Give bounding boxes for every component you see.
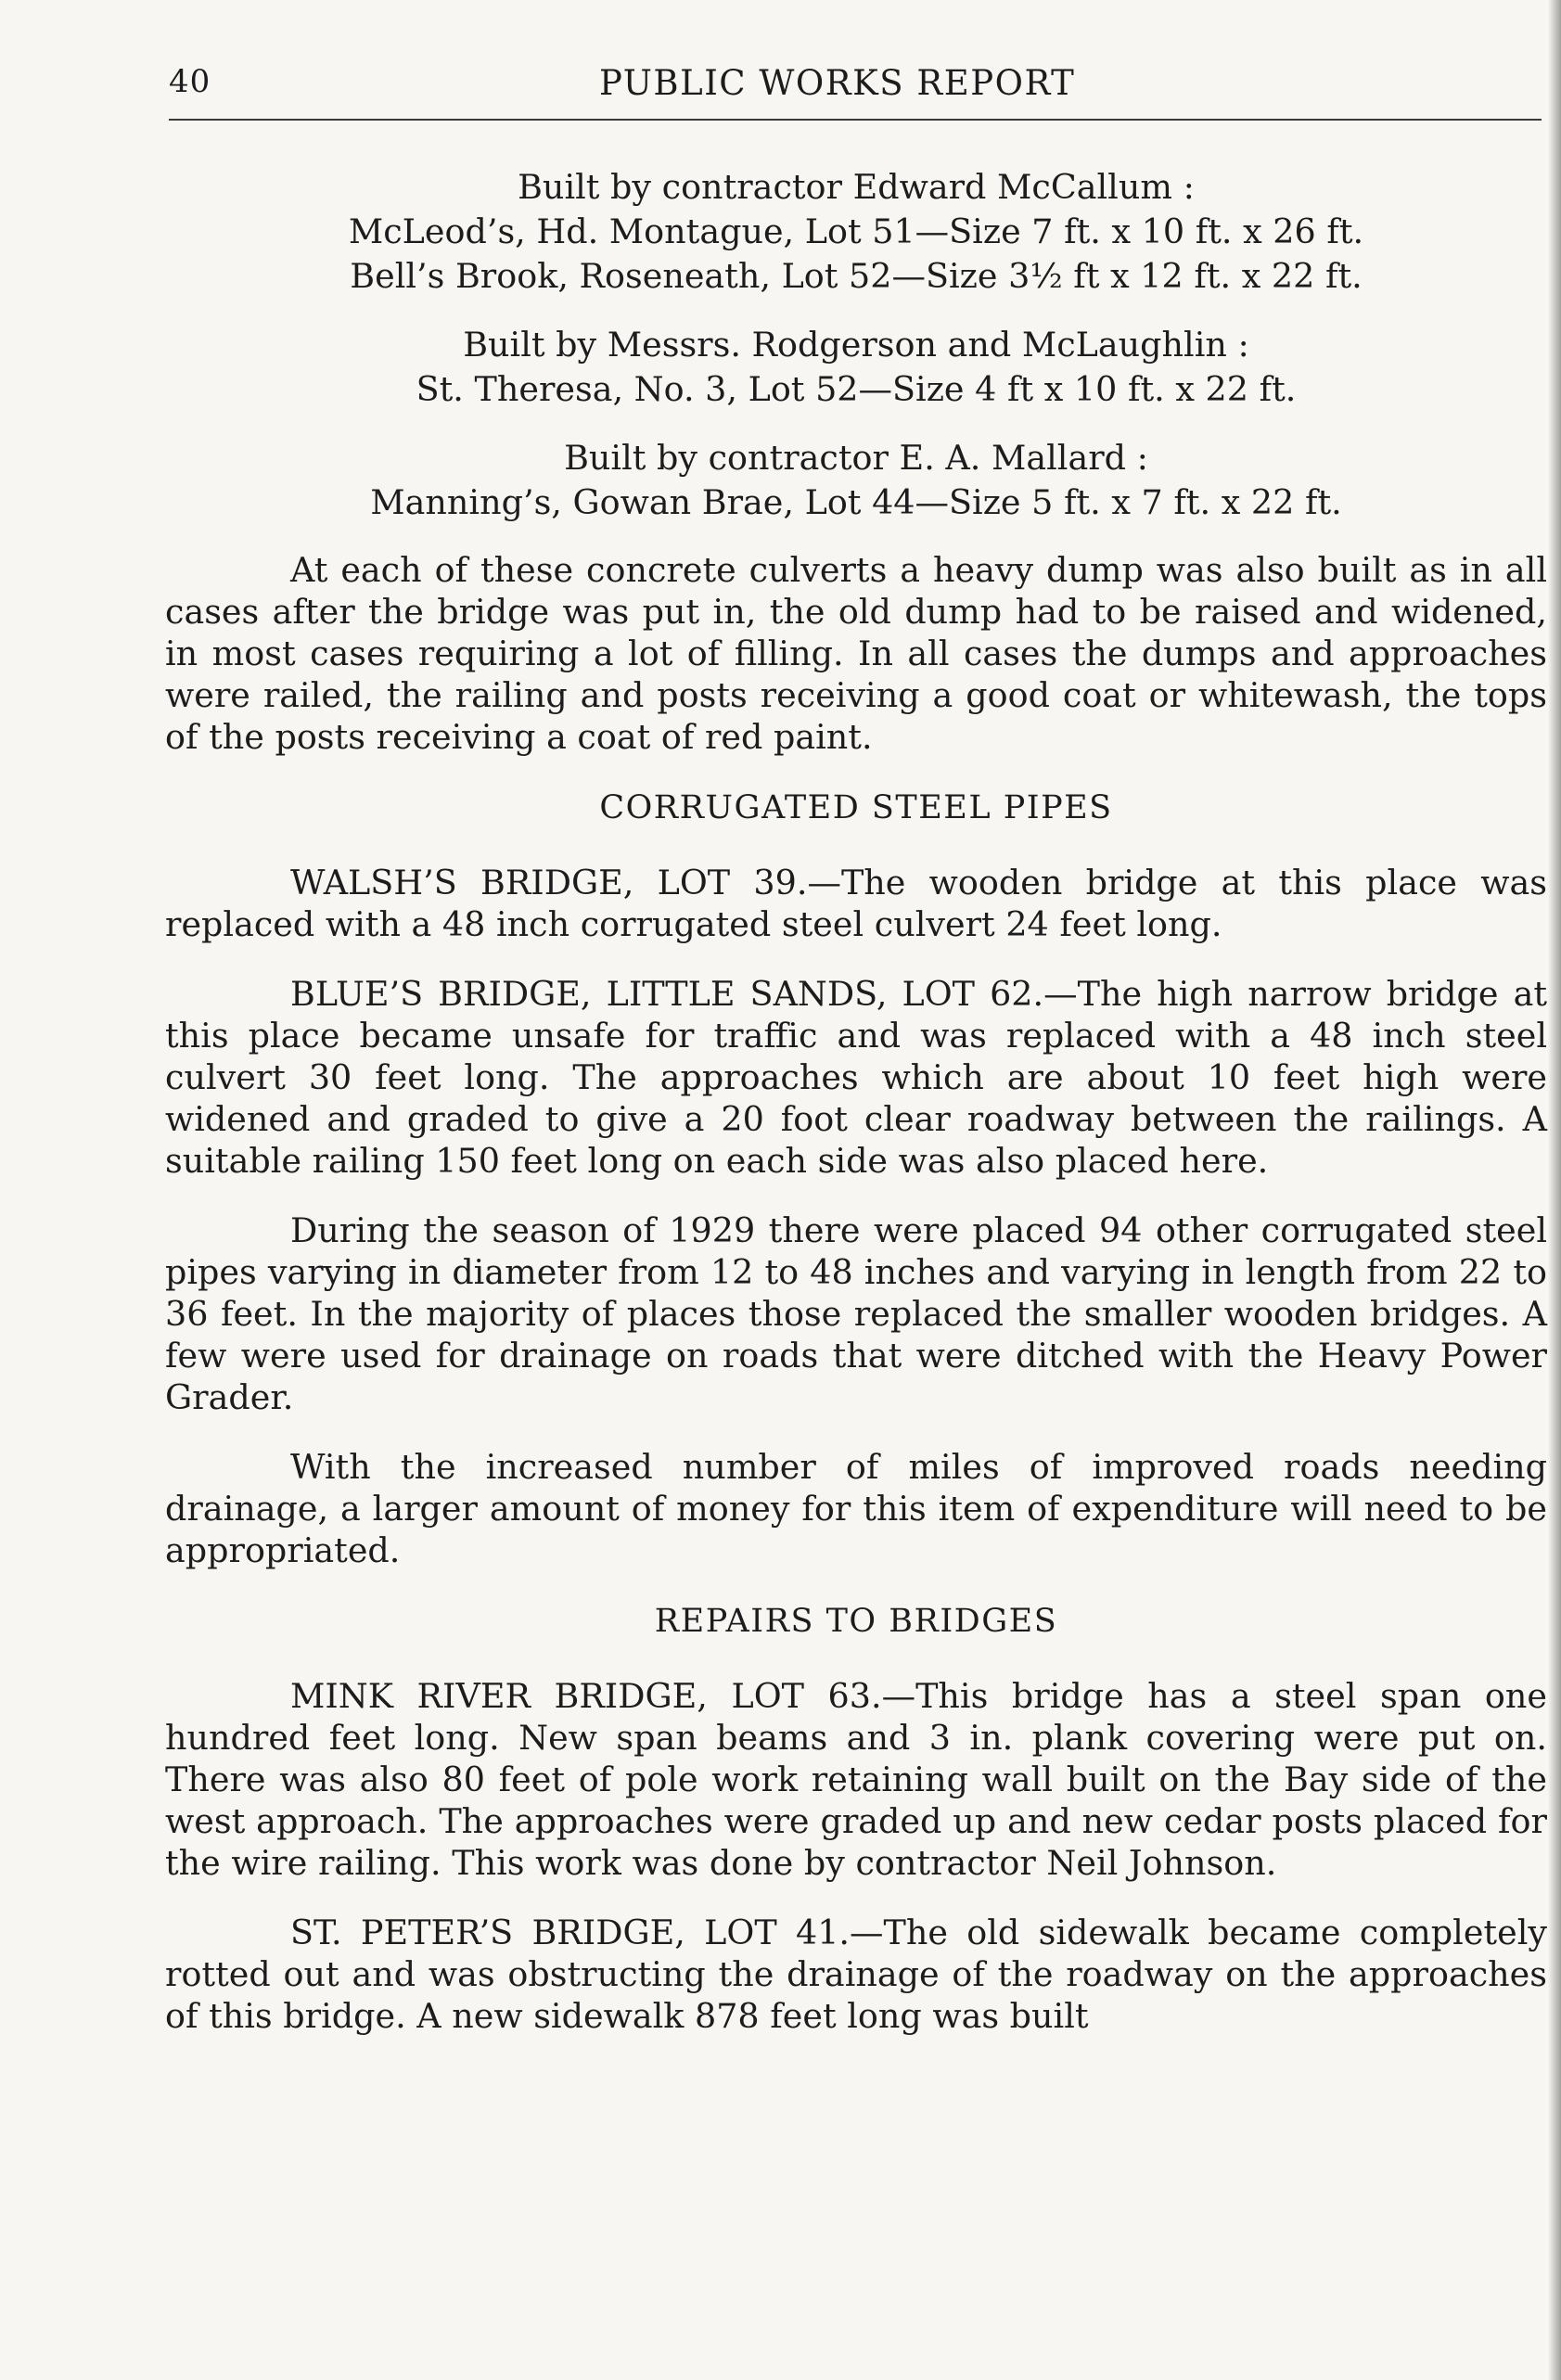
- header-rule: [169, 119, 1542, 121]
- culvert-item: Bell’s Brook, Roseneath, Lot 52—Size 3½ ft x 12 ft. x 22 ft.: [350, 256, 1363, 296]
- section-heading-repairs-to-bridges: REPAIRS TO BRIDGES: [654, 1603, 1058, 1640]
- paragraph-blues-bridge: BLUE’S BRIDGE, LITTLE SANDS, LOT 62.—The high narrow bridge at this place became unsafe for traffic and was replaced with a 48 inch steel culvert 30 feet long. The approaches which are about 10 feet high were widened and graded to give a 20 foot clear roadway between the railings. A suitable railing 150 feet long on each side was also placed here.: [165, 974, 1547, 1181]
- paragraph-mink-river-bridge: MINK RIVER BRIDGE, LOT 63.—This bridge has a steel span one hundred feet long. New span beams and 3 in. plank covering were put on. There was also 80 feet of pole work retaining wall built on the Bay side of the west approach. The approaches were graded up and new cedar posts placed for the wire railing. This work was done by contractor Neil Johnson.: [165, 1676, 1547, 1883]
- paragraph-walshs-bridge: WALSH’S BRIDGE, LOT 39.—The wooden bridge at this place was replaced with a 48 inch corrugated steel culvert 24 feet long.: [165, 863, 1547, 944]
- contractor-heading: Built by Messrs. Rodgerson and McLaughlin :: [463, 325, 1249, 365]
- page-content: [165, 165, 1547, 2065]
- page-header: [169, 59, 1542, 115]
- culvert-item: Manning’s, Gowan Brae, Lot 44—Size 5 ft. x 7 ft. x 22 ft.: [370, 482, 1342, 522]
- page-number: 40: [169, 63, 211, 100]
- culvert-item: St. Theresa, No. 3, Lot 52—Size 4 ft x 10 ft. x 22 ft.: [416, 369, 1297, 409]
- contractor-block: [165, 323, 1547, 412]
- contractor-heading: Built by contractor Edward McCallum :: [518, 167, 1195, 207]
- paragraph-drainage: With the increased number of miles of improved roads needing drainage, a larger amount of money for this item of expenditure will need to be appropriated.: [165, 1447, 1547, 1570]
- contractor-block: [165, 436, 1547, 525]
- section-heading-corrugated-steel-pipes: CORRUGATED STEEL PIPES: [599, 789, 1113, 826]
- page-title: PUBLIC WORKS REPORT: [599, 63, 1076, 103]
- contractor-heading: Built by contractor E. A. Mallard :: [564, 438, 1148, 478]
- contractor-block: [165, 165, 1547, 299]
- culvert-item: McLeod’s, Hd. Montague, Lot 51—Size 7 ft. x 10 ft. x 26 ft.: [348, 211, 1364, 251]
- page-edge-shadow: [1548, 0, 1561, 2380]
- paragraph-st-peters-bridge: ST. PETER’S BRIDGE, LOT 41.—The old sidewalk became completely rotted out and was obstructing the drainage of the roadway on the approaches of this bridge. A new sidewalk 878 feet long was built: [165, 1913, 1547, 2036]
- intro-paragraph: At each of these concrete culverts a heavy dump was also built as in all cases after the bridge was put in, the old dump had to be raised and widened, in most cases requiring a lot of filling. In all cases the dumps and approaches were railed, the railing and posts receiving a good coat or whitewash, the tops of the posts receiving a coat of red paint.: [165, 550, 1547, 757]
- paragraph-season-1929: During the season of 1929 there were placed 94 other corrugated steel pipes varying in diameter from 12 to 48 inches and varying in length from 22 to 36 feet. In the majority of places those replaced the smaller wooden bridges. A few were used for drainage on roads that were ditched with the Heavy Power Grader.: [165, 1210, 1547, 1417]
